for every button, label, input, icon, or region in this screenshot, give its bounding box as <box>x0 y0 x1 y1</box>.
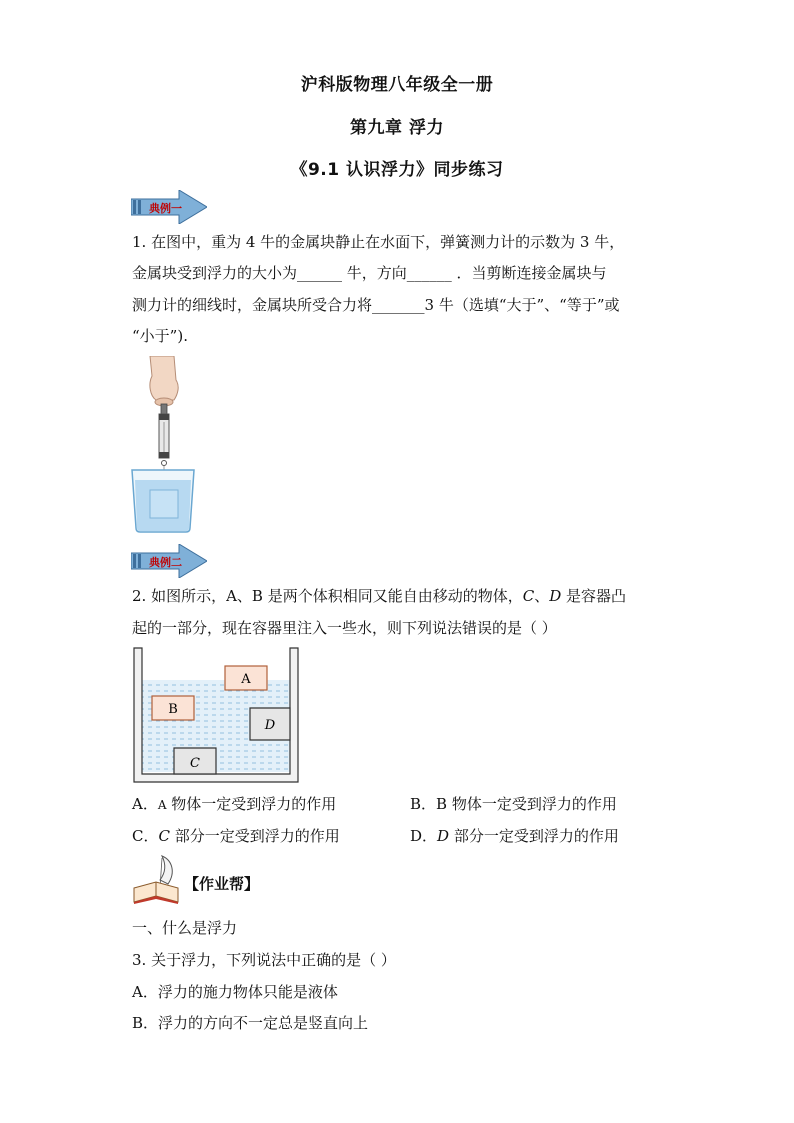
lesson-title: 《9.1 认识浮力》同步练习 <box>290 160 504 180</box>
section-heading: 一、什么是浮力 <box>132 919 238 937</box>
q2-line-2: 起的一部分，现在容器里注入一些水，则下列说法错误的是（ ） <box>132 619 557 637</box>
banner-label: 典例一 <box>149 202 182 215</box>
part-d-label: D <box>264 718 276 733</box>
q2-option-c: C．C 部分一定受到浮力的作用 <box>132 827 340 845</box>
homework-label: 【作业帮】 <box>184 875 260 893</box>
q1-line-1: 1. 在图中，重为 4 牛的金属块静止在水面下，弹簧测力计的示数为 3 牛， <box>132 233 625 251</box>
q3-option-a: A．浮力的施力物体只能是液体 <box>132 983 338 1001</box>
q1-line-3: 测力计的细线时，金属块所受合力将_______3 牛（选填“大于”、“等于”或 <box>132 296 620 314</box>
arrow-banner-icon <box>131 190 207 224</box>
q3-stem: 3. 关于浮力，下列说法中正确的是（ ） <box>132 951 396 969</box>
q2-line-1: 2. 如图所示，A、B 是两个体积相同又能自由移动的物体，C、D 是容器凸 <box>132 587 627 605</box>
block-a-label: A <box>241 672 251 687</box>
metal-block-icon <box>150 490 178 518</box>
chapter-title: 第九章 浮力 <box>350 118 444 138</box>
example-one-banner <box>131 190 207 228</box>
q3-option-b: B．浮力的方向不一定总是竖直向上 <box>132 1014 369 1032</box>
q2-option-a: A．A 物体一定受到浮力的作用 <box>132 795 337 813</box>
q1-line-2: 金属块受到浮力的大小为______ 牛，方向______ ．当剪断连接金属块与 <box>132 264 607 282</box>
q2-option-d: D．D 部分一定受到浮力的作用 <box>410 827 619 845</box>
arrow-banner-icon <box>131 544 207 578</box>
book-title: 沪科版物理八年级全一册 <box>300 75 494 95</box>
container-figure <box>132 646 300 784</box>
part-c-label: C <box>190 756 200 771</box>
q1-line-4: “小于”). <box>132 327 188 345</box>
example-two-banner <box>131 544 207 582</box>
book-quill-icon <box>132 854 182 906</box>
hand-icon <box>150 356 178 400</box>
q2-option-b: B．B 物体一定受到浮力的作用 <box>410 795 617 813</box>
banner-label: 典例二 <box>149 556 182 569</box>
spring-scale-figure <box>128 356 198 536</box>
block-b-label: B <box>168 702 178 717</box>
